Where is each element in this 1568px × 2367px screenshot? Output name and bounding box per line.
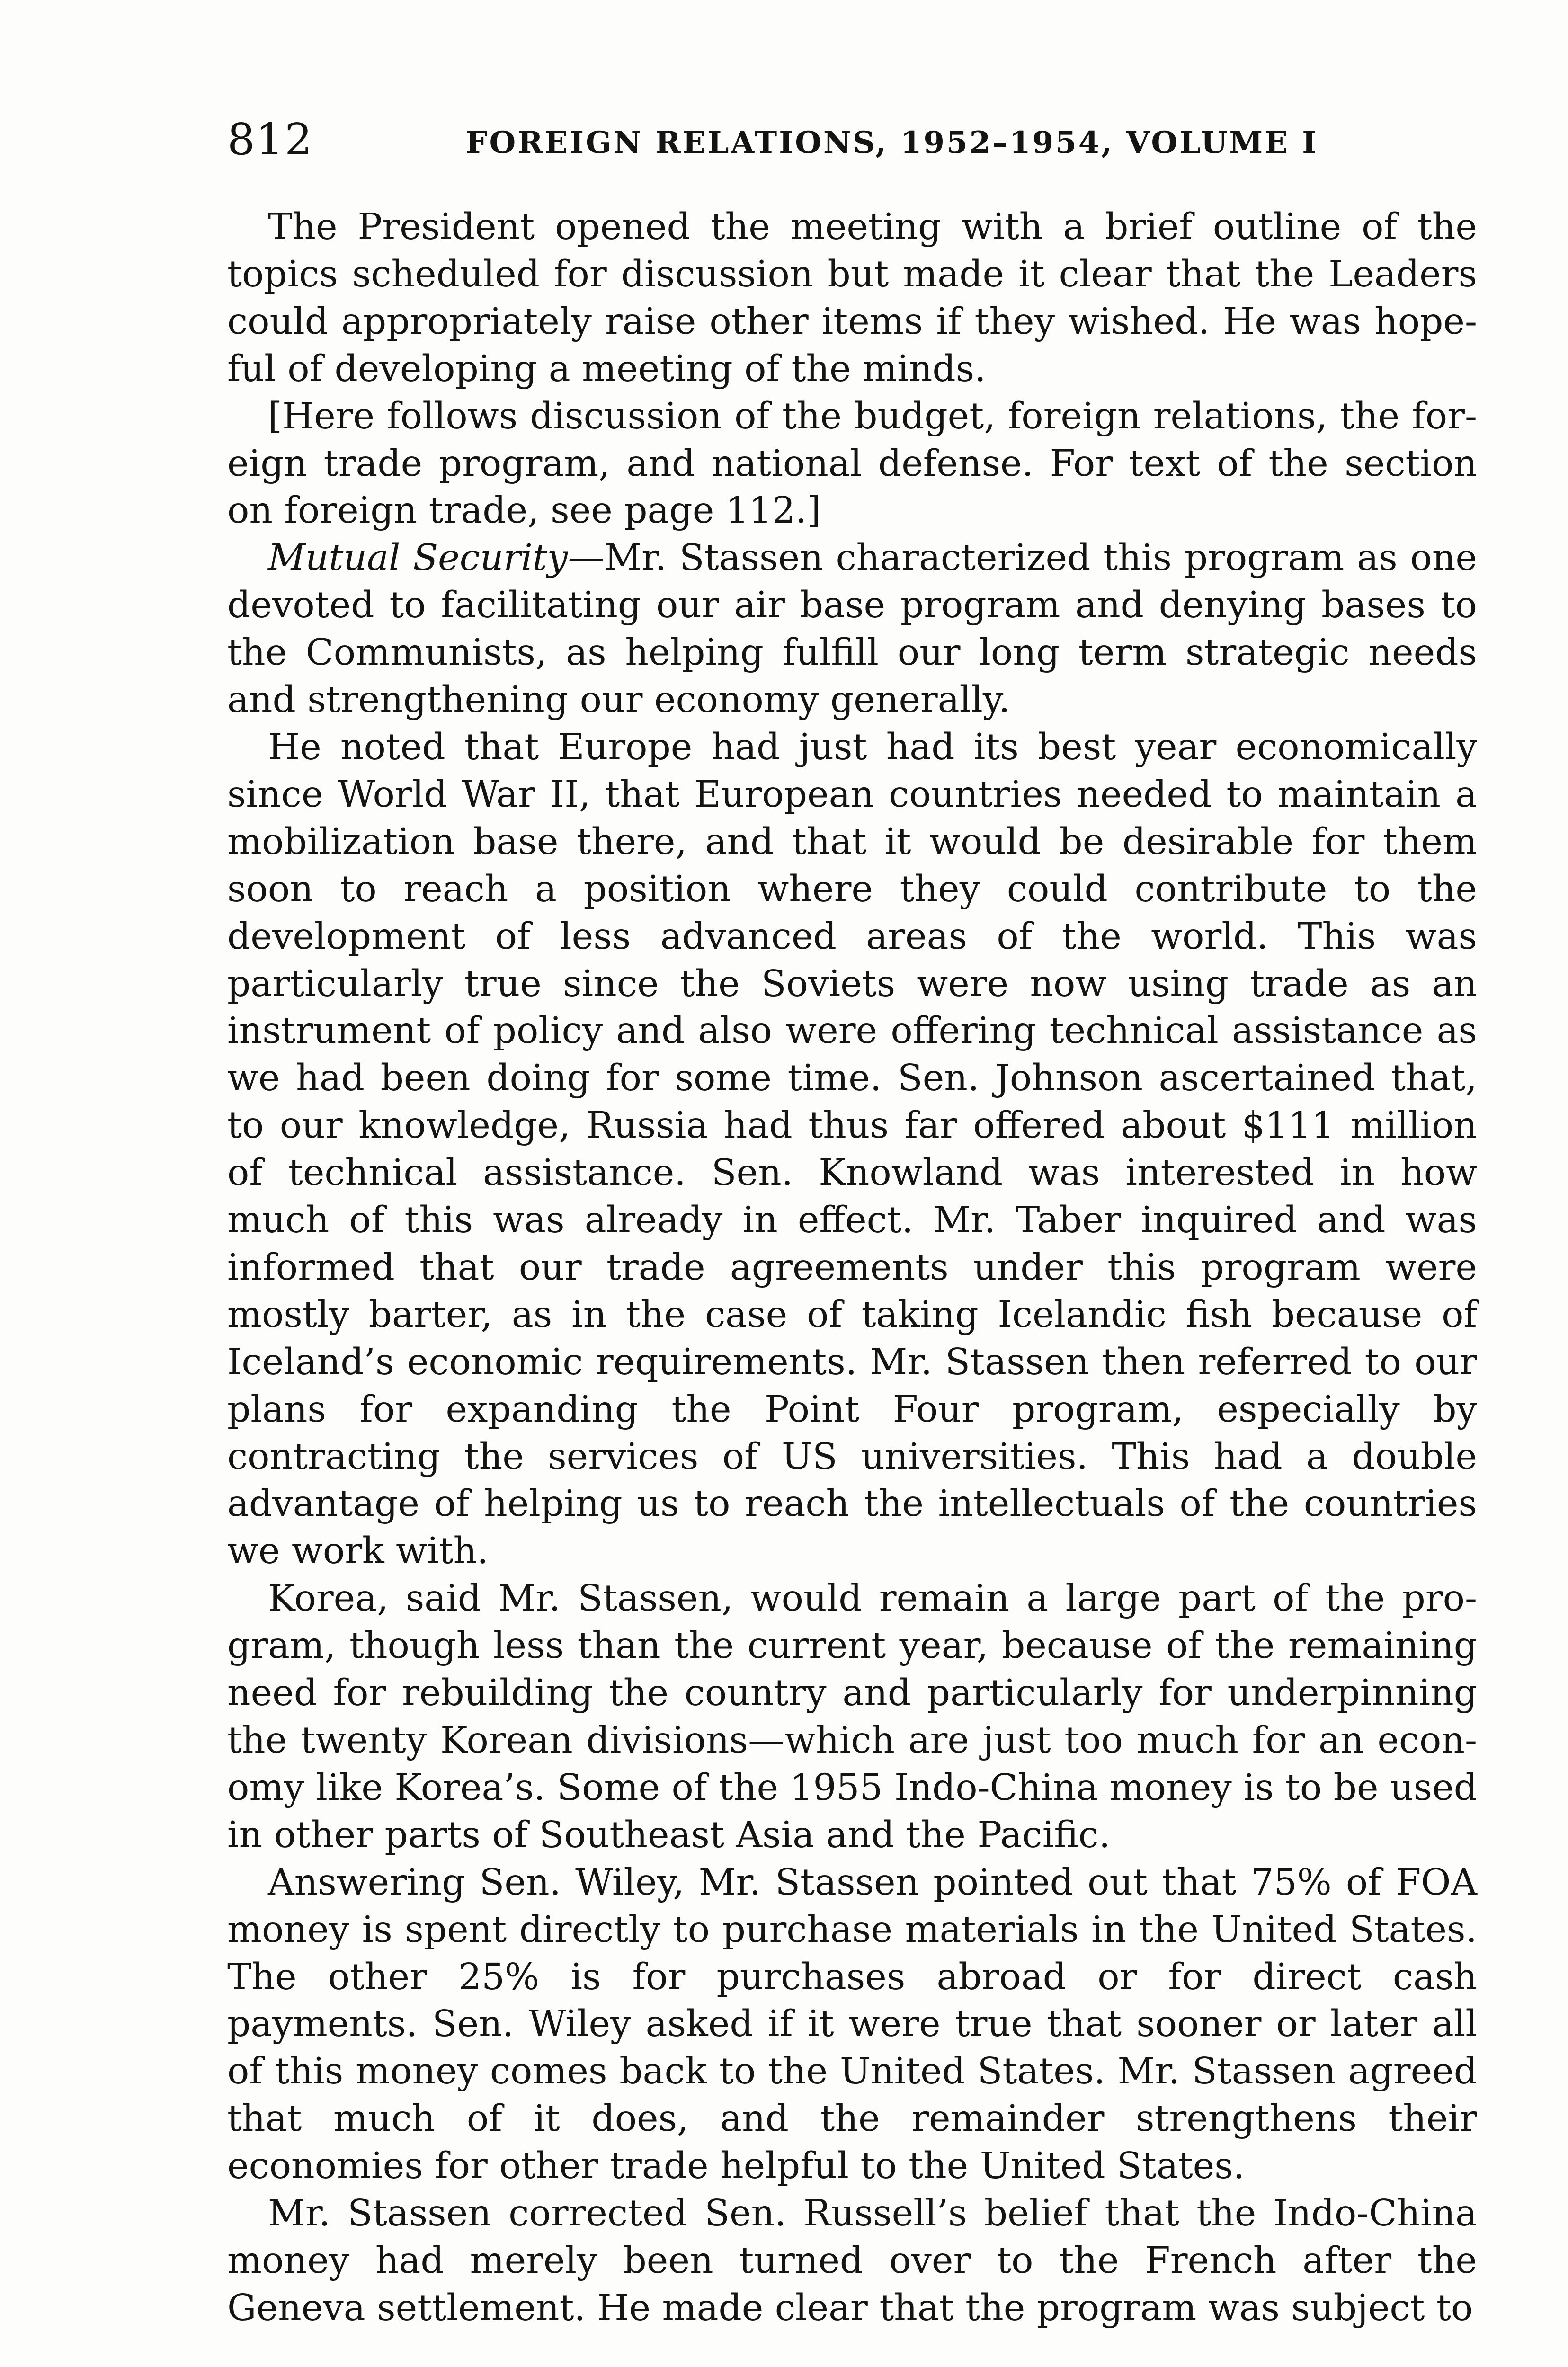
paragraph-text: He noted that Europe had just had its best year economically since World War II, that European countries needed to maintain a mobilization base there, and that it would be desirable for them soon to reach a position where they could contribute to the development of less advanced areas of the world. This was particularly true since the Soviets were now using trade as an instrument of policy and also were offering technical assistance as we had been doing for some time. Sen. Johnson ascertained that, to our knowledge, Russia had thus far offered about $111 million of technical assistance. Sen. Knowland was interested in how much of this was already in effect. Mr. Taber inquired and was informed that our trade agreements under this program were mostly barter, as in the case of taking Icelandic fish because of Iceland’s economic requirements. Mr. Stassen then referred to our plans for expanding the Point Four program, especially by contracting the services of US universities. This had a double advantage of helping us to reach the intellectuals of the countries we work with. bbox=[227, 726, 1477, 1573]
body-text bbox=[227, 204, 1477, 2332]
page-header bbox=[227, 114, 1477, 166]
paragraph bbox=[227, 724, 1477, 1575]
paragraph-text: Mr. Stassen characterized this program as one devoted to facilitating our air base program and denying bases to the Communists, as helping fulfill our long term strategic needs and strengthening our economy generally. bbox=[227, 537, 1478, 721]
paragraph bbox=[227, 393, 1477, 535]
paragraph bbox=[227, 534, 1477, 724]
section-lead-in: Mutual Security— bbox=[268, 537, 605, 579]
paragraph-text: [Here follows discussion of the budget, foreign relations, the foreign trade program, and national defense. For text of the section on foreign trade, see page 112.] bbox=[227, 395, 1477, 532]
paragraph bbox=[227, 204, 1477, 393]
paragraph bbox=[227, 1575, 1477, 1859]
paragraph-text: Mr. Stassen corrected Sen. Russell’s belief that the Indo-China money had merely been turned over to the French after the Geneva settlement. He made clear that the program was subject to bbox=[227, 2192, 1477, 2329]
paragraph bbox=[227, 1859, 1477, 2190]
paragraph-text: Answering Sen. Wiley, Mr. Stassen pointed out that 75% of FOA money is spent directly to purchase materials in the United States. The other 25% is for purchases abroad or for direct cash payments. Sen. Wiley asked if it were true that sooner or later all of this money comes back to the United States. Mr. Stassen agreed that much of it does, and the remainder strengthens their economies for other trade helpful to the United States. bbox=[227, 1861, 1477, 2188]
paragraph-text: Korea, said Mr. Stassen, would remain a large part of the program, though less than the current year, because of the remaining need for rebuilding the country and particularly for underpinning the twenty Korean divisions—which are just too much for an economy like Korea’s. Some of the 1955 Indo-China money is to be used in other parts of Southeast Asia and the Pacific. bbox=[227, 1577, 1477, 1856]
paragraph bbox=[227, 2190, 1477, 2332]
running-head: FOREIGN RELATIONS, 1952–1954, VOLUME I bbox=[466, 125, 1319, 160]
paragraph-text: The President opened the meeting with a brief outline of the topics scheduled for discussion but made it clear that the Leaders could appropriately raise other items if they wished. He was hopeful of developing a meeting of the minds. bbox=[227, 206, 1477, 390]
page-number: 812 bbox=[227, 114, 313, 165]
